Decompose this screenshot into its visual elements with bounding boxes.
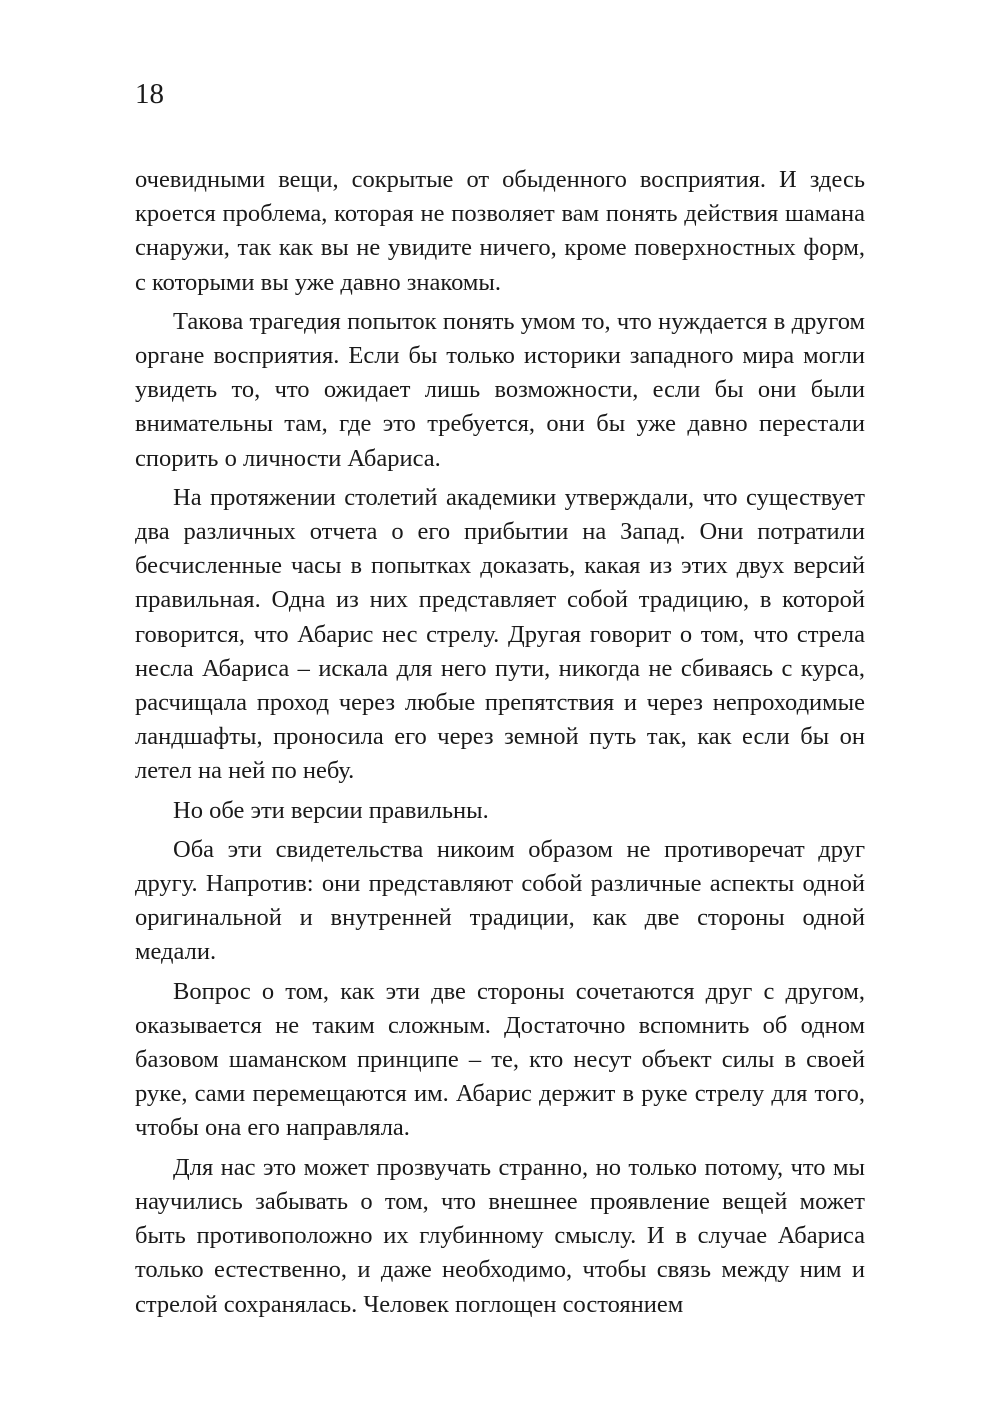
page-number: 18 <box>135 78 164 110</box>
paragraph-2: Такова трагедия попыток понять умом то, что нуждается в другом органе восприятия. Если бы только историки западного мира могли увидеть то, что ожидает лишь возможности, если бы они были внимательны там, где это требуется, они бы уже давно перестали спорить о личности Абариса. <box>135 307 865 472</box>
paragraph-3: На протяжении столетий академики утверждали, что существует два различных отчета о его прибытии на Запад. Они потратили бесчисленные часы в попытках доказать, какая из этих двух версий правильная. Одна из них представляет собой традицию, в которой говорится, что Абарис нес стрелу. Другая говорит о том, что стрела несла Абариса – искала для него пути, никогда не сбиваясь с курса, расчищала проход через любые препятствия и через непроходимые ландшафты, проносила его через земной путь так, как если бы он летел на ней по небу. <box>135 483 865 785</box>
paragraph-1: очевидными вещи, сокрытые от обыденного восприятия. И здесь кроется проблема, которая не позволяет вам понять действия шамана снаружи, так как вы не увидите ничего, кроме поверхностных форм, с которыми вы уже давно знакомы. <box>135 166 865 296</box>
paragraph-4: Но обе эти версии правильны. <box>173 796 489 824</box>
paragraph-7: Для нас это может прозвучать странно, но только потому, что мы научились забывать о том, что внешнее проявление вещей может быть противоположно их глубинному смыслу. И в случае Абариса только естественно, и даже необходимо, чтобы связь между ним и стрелой сохранялась. Человек поглощен состоянием <box>135 1153 865 1318</box>
body-text <box>135 163 865 1327</box>
paragraph-6: Вопрос о том, как эти две стороны сочетаются друг с другом, оказывается не таким сложным. Достаточно вспомнить об одном базовом шаманском принципе – те, кто несут объект силы в своей руке, сами перемещаются им. Абарис держит в руке стрелу для того, чтобы она его направляла. <box>135 977 865 1142</box>
paragraph-5: Оба эти свидетельства никоим образом не противоречат друг другу. Напротив: они представляют собой различные аспекты одной оригинальной и внутренней традиции, как две стороны одной медали. <box>135 835 865 966</box>
